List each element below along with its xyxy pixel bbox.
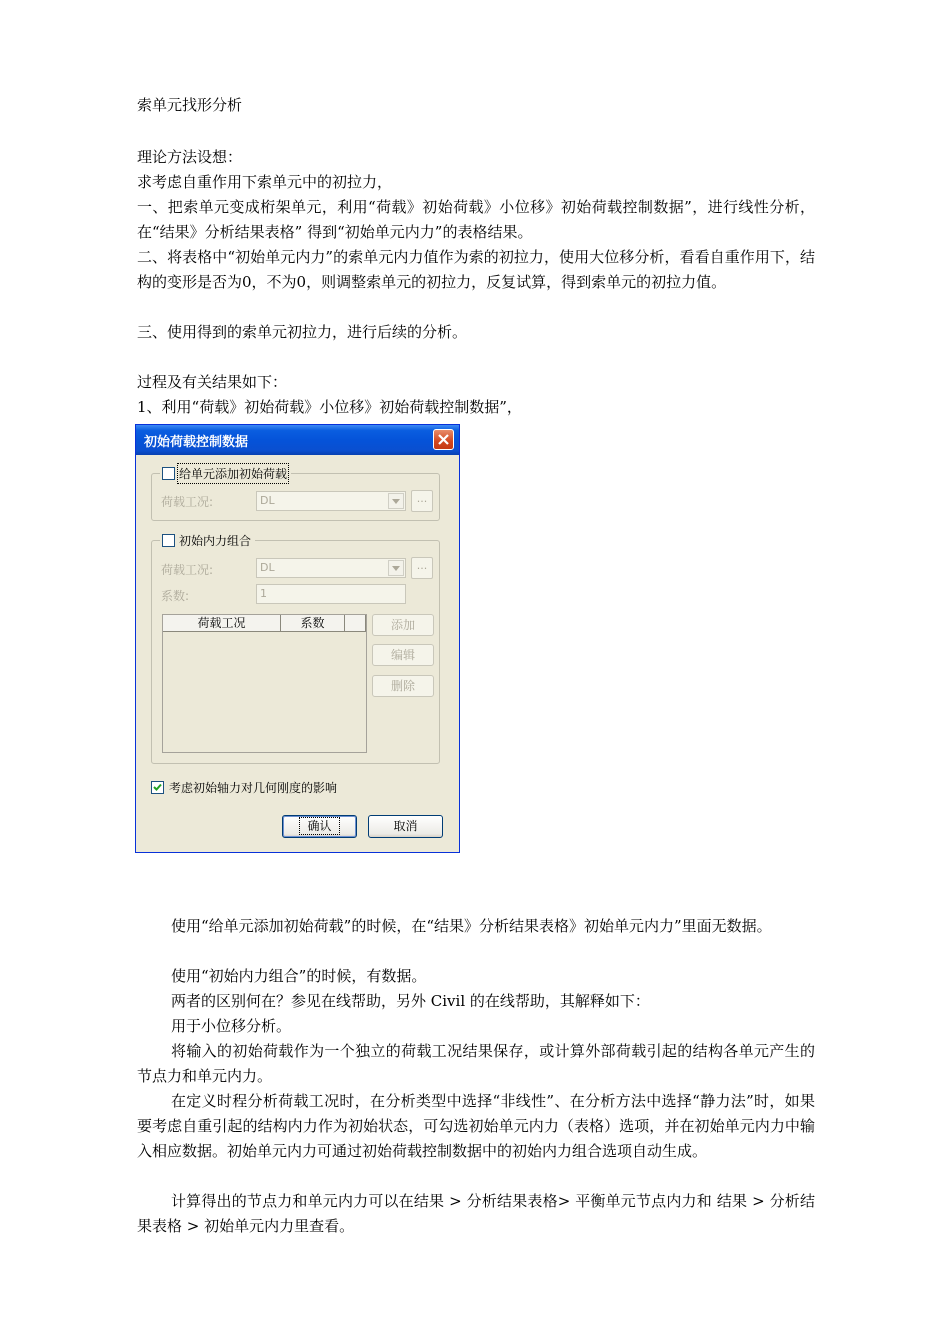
paragraph-combination-has-data: 使用“初始内力组合”的时候，有数据。 xyxy=(171,967,427,985)
method-step-2: 二、将表格中“初始单元内力”的索单元内力值作为索的初拉力，使用大位移分析，看看自重作用下，结构的变形是否为0，不为0，则调整索单元的初拉力，反复试算，得到索单元的初拉力值。 xyxy=(137,248,815,291)
initial-load-control-dialog xyxy=(135,424,460,853)
add-initial-load-label: 给单元添加初始荷载 xyxy=(179,467,288,481)
add-initial-load-legend xyxy=(160,465,291,482)
group1-load-case-value: DL xyxy=(260,494,275,507)
column-header-factor[interactable]: 系数 xyxy=(281,615,345,632)
paragraph-view-results: 计算得出的节点力和单元内力可以在结果 > 分析结果表格> 平衡单元节点内力和 结果 > 分析结果表格 > 初始单元内力里查看。 xyxy=(137,1192,815,1235)
initial-force-combination-legend xyxy=(160,532,255,549)
geometric-stiffness-label: 考虑初始轴力对几何刚度的影响 xyxy=(169,781,338,795)
group1-load-case-combo[interactable] xyxy=(256,491,406,511)
group2-load-case-combo[interactable] xyxy=(256,558,406,578)
factor-input[interactable]: 1 xyxy=(256,584,406,604)
initial-force-combination-group xyxy=(151,534,440,764)
column-header-blank xyxy=(345,615,366,632)
paragraph-small-displacement: 用于小位移分析。 xyxy=(171,1017,292,1035)
factor-label: 系数: xyxy=(161,589,190,603)
ok-label: 确认 xyxy=(301,819,337,833)
initial-force-combination-checkbox[interactable] xyxy=(162,534,175,547)
process-step-1: 1、利用“荷载》初始荷载》小位移》初始荷载控制数据”， xyxy=(137,398,522,416)
method-step-3: 三、使用得到的索单元初拉力，进行后续的分析。 xyxy=(137,323,468,341)
method-heading: 理论方法设想： xyxy=(137,148,243,166)
dialog-title: 初始荷载控制数据 xyxy=(144,435,249,450)
chevron-down-icon xyxy=(392,499,400,504)
process-heading: 过程及有关结果如下： xyxy=(137,373,288,391)
initial-force-combination-label: 初始内力组合 xyxy=(179,534,252,548)
geometric-stiffness-checkbox[interactable] xyxy=(151,781,164,794)
cancel-button[interactable]: 取消 xyxy=(368,815,443,838)
group1-dropdown-button[interactable] xyxy=(388,493,404,509)
delete-button[interactable]: 删除 xyxy=(372,675,434,697)
method-intro: 求考虑自重作用下索单元中的初拉力， xyxy=(137,173,393,191)
doc-title: 索单元找形分析 xyxy=(137,96,243,114)
column-header-load-case[interactable]: 荷载工况 xyxy=(163,615,281,632)
checkmark-icon xyxy=(153,783,162,792)
dialog-titlebar[interactable] xyxy=(136,425,459,455)
add-button[interactable]: 添加 xyxy=(372,614,434,636)
method-step-1: 一、把索单元变成桁架单元，利用“荷载》初始荷载》小位移》初始荷载控制数据”，进行线性分析， 在“结果》分析结果表格” 得到“初始单元内力”的表格结果。 xyxy=(137,198,815,241)
group1-browse-button[interactable]: ... xyxy=(411,490,433,512)
add-initial-load-group xyxy=(151,467,440,521)
paragraph-time-history: 在定义时程分析荷载工况时，在分析类型中选择“非线性”、在分析方法中选择“静力法”时，如果要考虑自重引起的结构内力作为初始状态，可勾选初始单元内力（表格）选项，并在初始单元内力中输入相应数据。初始单元内力可通过初始荷载控制数据中的初始内力组合选项自动生成。 xyxy=(137,1092,815,1160)
paragraph-initial-load-no-data: 使用“给单元添加初始荷载”的时候，在“结果》分析结果表格》初始单元内力”里面无数据。 xyxy=(171,917,772,935)
paragraph-question: 两者的区别何在？参见在线帮助，另外 Civil 的在线帮助，其解释如下： xyxy=(171,992,650,1010)
edit-button[interactable]: 编辑 xyxy=(372,644,434,666)
group2-load-case-label: 荷载工况: xyxy=(161,563,214,577)
load-combination-list[interactable] xyxy=(162,614,367,753)
ok-button[interactable] xyxy=(282,815,357,838)
geometric-stiffness-option xyxy=(151,779,337,796)
group2-dropdown-button[interactable] xyxy=(388,560,404,576)
close-button[interactable] xyxy=(433,429,454,450)
group2-load-case-value: DL xyxy=(260,561,275,574)
chevron-down-icon xyxy=(392,566,400,571)
group2-browse-button[interactable]: ... xyxy=(411,557,433,579)
group1-load-case-label: 荷载工况: xyxy=(161,495,214,509)
close-icon xyxy=(438,434,449,445)
add-initial-load-checkbox[interactable] xyxy=(162,467,175,480)
paragraph-load-case-save: 将输入的初始荷载作为一个独立的荷载工况结果保存，或计算外部荷载引起的结构各单元产生的节点力和单元内力。 xyxy=(137,1042,815,1085)
